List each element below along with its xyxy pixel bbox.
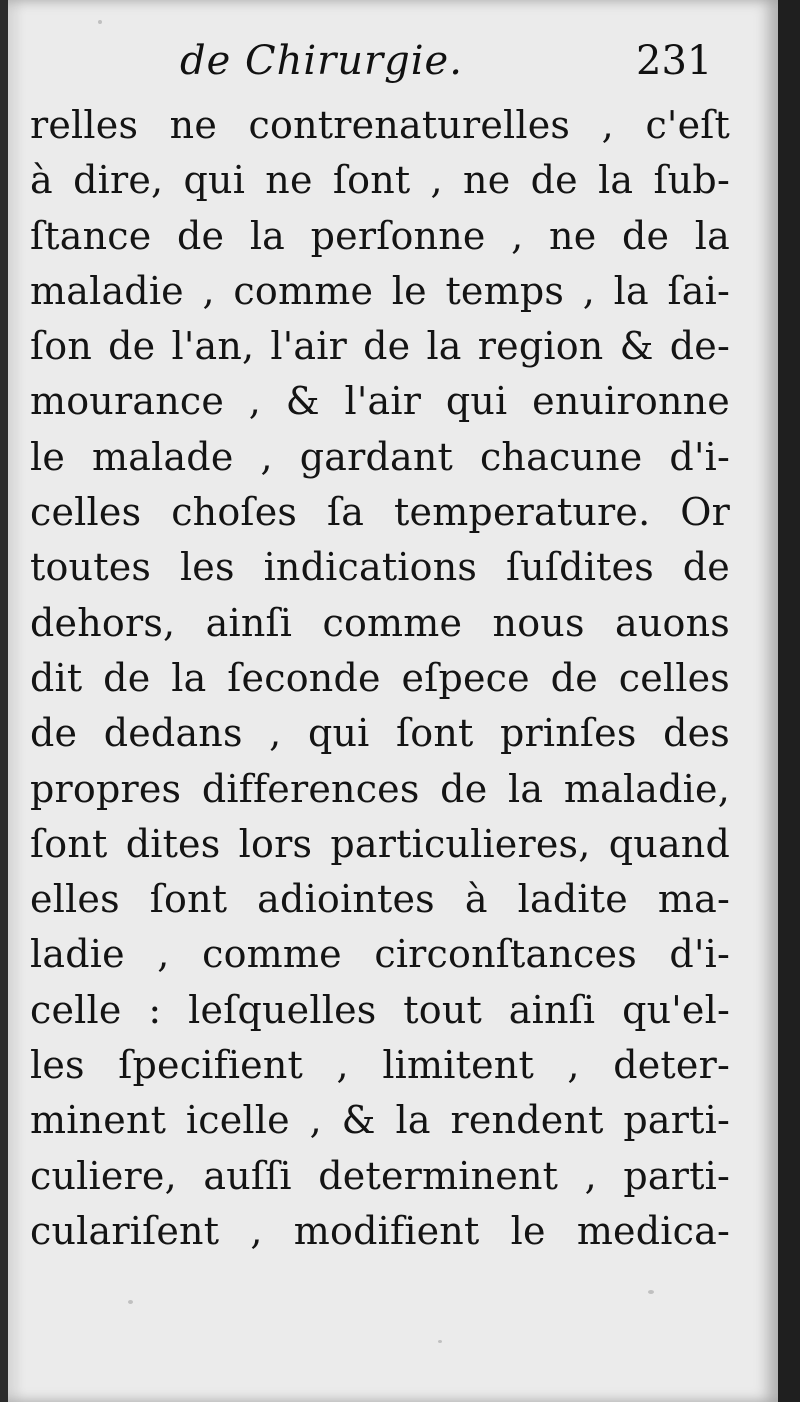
text-line: elles ſont adiointes à ladite ma- [30,877,730,922]
text-line: ſont dites lors particulieres, quand [30,821,730,866]
text-line: les ſpecifient , limitent , deter- [30,1043,730,1088]
text-line: à dire, qui ne ſont , ne de la ſub- [30,158,730,203]
body-text [30,98,730,1259]
text-line: dehors, ainſi comme nous auons [30,600,730,645]
text-line: de dedans , qui ſont prinſes des [30,711,730,756]
book-page [8,0,778,1402]
running-head: de Chirurgie. [180,38,463,84]
text-line: minent icelle , & la rendent parti- [30,1098,730,1143]
text-line: celles choſes ſa temperature. Or [30,490,730,535]
text-line: mourance , & l'air qui enuironne [30,379,730,424]
text-line: culiere, auſſi determinent , parti- [30,1153,730,1198]
text-line: ſtance de la perſonne , ne de la [30,213,730,258]
text-line: dit de la ſeconde eſpece de celles [30,655,730,700]
text-line: maladie , comme le temps , la ſai- [30,268,730,313]
paper-speck [98,20,102,24]
text-line: celle : leſquelles tout ainſi qu'el- [30,987,730,1032]
text-line: propres differences de la maladie, [30,766,730,811]
paper-speck [438,1340,442,1343]
page-number: 231 [636,38,713,84]
text-line: le malade , gardant chacune d'i- [30,434,730,479]
text-line: culariſent , modifient le medica- [30,1208,730,1253]
text-line: ladie , comme circonſtances d'i- [30,932,730,977]
paper-speck [128,1300,133,1304]
text-line: relles ne contrenaturelles , c'eſt [30,103,730,147]
text-line: ſon de l'an, l'air de la region & de- [30,324,730,369]
text-line: toutes les indications ſuſdites de [30,545,730,590]
page-edge-shadow [778,0,800,1402]
paper-speck [648,1290,654,1294]
